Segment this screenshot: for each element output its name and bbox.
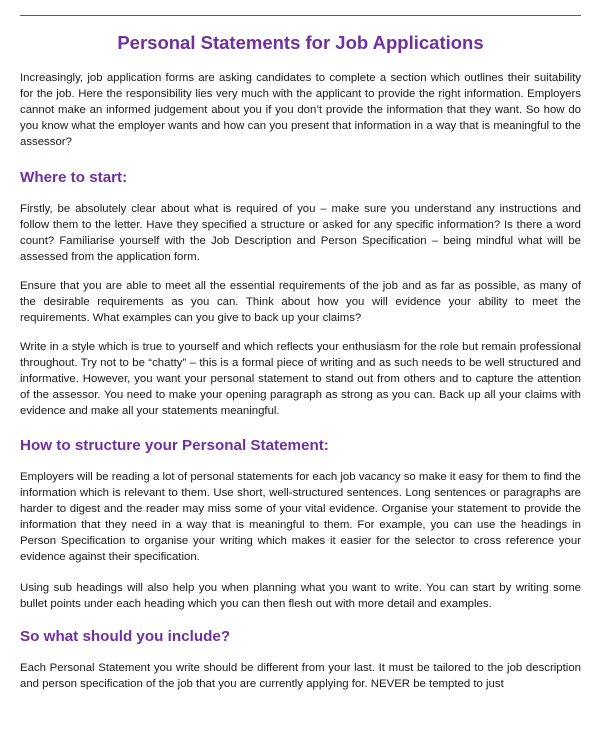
- document-title: Personal Statements for Job Applications: [117, 32, 484, 53]
- where-to-start-paragraph-1: Firstly, be absolutely clear about what is required of you – make sure you understand any instructions and follow them to the letter. Have they specified a structure or asked for any specific information? Is there a word count? Familiarise yourself with the Job Description and Person Specification – being mindful what will be assessed from the application form.: [20, 203, 581, 263]
- how-to-structure-paragraph-1: Employers will be reading a lot of personal statements for each job vacancy so make it easy for them to find the information which is relevant to them. Use short, well-structured sentences. Long sentences or paragraphs are harder to digest and the reader may miss some of your vital evidence. Organise your statement to provide the information that they need in a way that is meaningful to them. For example, you can use the headings in Person Specification to organise your writing which makes it easier for the selector to cross reference your evidence against their specification.: [20, 471, 581, 563]
- section-heading-what-to-include: So what should you include?: [20, 628, 231, 645]
- how-to-structure-paragraph-2: Using sub headings will also help you when planning what you want to write. You can start by writing some bullet points under each heading which you can then flesh out with more detail and examples.: [20, 582, 581, 610]
- where-to-start-paragraph-2: Ensure that you are able to meet all the essential requirements of the job and as far as possible, as many of the desirable requirements as you can. Think about how you will evidence your ability to meet the requirements. What examples can you give to back up your claims?: [20, 280, 581, 324]
- intro-paragraph: Increasingly, job application forms are asking candidates to complete a section which outlines their suitability for the job. Here the responsibility lies very much with the applicant to provide the right information. Employers cannot make an informed judgement about you if you don’t provide the information that they want. So how do you know what the employer wants and how can you present that information in a way that is meaningful to the assessor?: [20, 72, 581, 148]
- where-to-start-paragraph-3: Write in a style which is true to yourself and which reflects your enthusiasm for the role but remain professional throughout. Try not to be “chatty” – this is a formal piece of writing and as such needs to be well structured and informative. However, you want your personal statement to stand out from others and to capture the attention of the assessor. You need to make your opening paragraph as strong as you can. Back up all your claims with evidence and make all your statements meaningful.: [20, 341, 581, 417]
- what-to-include-paragraph-1: Each Personal Statement you write should be different from your last. It must be tailored to the job description and person specification of the job that you are currently applying for. NEVER be tempted to just: [20, 662, 581, 690]
- section-heading-how-to-structure: How to structure your Personal Statement:: [20, 437, 329, 454]
- section-heading-where-to-start: Where to start:: [20, 169, 128, 186]
- header-rule: [20, 15, 581, 16]
